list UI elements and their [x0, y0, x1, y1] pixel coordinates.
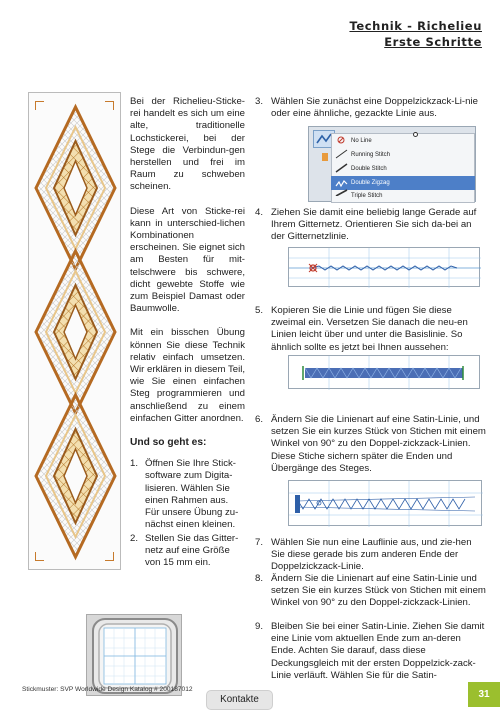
- triple-line-screenshot: [288, 355, 480, 389]
- footer-credit: Stickmuster: SVP Worldwide Design Katalog # 200187012: [22, 686, 193, 693]
- page-header: [349, 18, 482, 50]
- embroidery-hoop-image: [86, 614, 182, 696]
- list-item: 1. Öffnen Sie Ihre Stick-software zum Digita-lisieren. Wählen Sie einen Rahmen aus. Für unsere Übung zu-nächst einen kleinen.: [130, 458, 239, 531]
- intro-paragraph: Bei der Richelieu-Sticke-rei handelt es sich um eine alte, traditionelle Lochstickerei, bei der Stege die Verbindun-gen herstellen und frei im Raum zu schweben scheinen.: [130, 96, 245, 193]
- grid-triple-line: [289, 356, 481, 390]
- richelieu-design-image: [28, 92, 121, 570]
- step-9: 9. Bleiben Sie bei einer Satin-Linie. Ziehen Sie damit eine Linie vom aktuellen Ende zum an-deren Ende. Achten Sie darauf, dass diese Deckungsgleich mit der ersten Doppelzick-zack-Linie verläuft. Wählen Sie für die Satin-: [255, 621, 485, 681]
- step-5: 5. Kopieren Sie die Linie und fügen Sie diese zweimal ein. Versetzen Sie danach die neu-en Linien leicht über und unter die Basislinie. So ähnlich sollte es jetzt bei Ihnen aussehen:: [255, 305, 468, 353]
- list-item: 2. Stellen Sie das Gitter-netz auf eine Größe von 15 mm ein.: [130, 532, 239, 568]
- intro-paragraph: Diese Art von Sticke-rei kann in unterschied-lichen Kombinationen erscheinen. Sie eignet sich am Besten für mit-telschwere bis schwere, dicht gewebte Stoffe wie zum Beispiel Damast oder Baumwolle.: [130, 205, 245, 315]
- single-line-screenshot: [288, 247, 480, 287]
- page-number-badge: 31: [468, 682, 500, 707]
- intro-paragraph: Mit ein bisschen Übung können Sie diese Technik relativ einfach umsetzen. Wir erklären in diesem Teil, wie Sie einen einfachen Steg programmieren und anschließend zu einem einfachen Gitter anordnen.: [130, 327, 245, 424]
- orange-marker-icon: [322, 153, 328, 161]
- header-title: Technik - Richelieu: [349, 19, 482, 33]
- menu-item-double-zigzag[interactable]: Double Zigzag: [331, 176, 475, 190]
- menu-item-running-stitch[interactable]: Running Stitch: [351, 152, 391, 158]
- step-7: 7. Wählen Sie nun eine Lauflinie aus, und zie-hen Sie diese gerade bis zum anderen Ende der Doppelzickzack-Linie.: [255, 537, 472, 573]
- step-3: 3. Wählen Sie zunächst eine Doppelzickzack-Li-nie oder eine ähnliche, gezackte Linie aus.: [255, 96, 478, 120]
- intro-column: [130, 96, 245, 570]
- header-subtitle: Erste Schritte: [384, 35, 482, 49]
- step-4: 4. Ziehen Sie damit eine beliebig lange Gerade auf Ihrem Gitternetz. Orientieren Sie sich da-bei an der Gitternetzlinie.: [255, 207, 477, 243]
- menu-item-triple-stitch[interactable]: Triple Stitch: [351, 193, 383, 199]
- menu-item-double-stitch[interactable]: Double Stitch: [351, 166, 387, 172]
- step-6: 6. Ändern Sie die Linienart auf eine Satin-Linie, und setzen Sie ein kurzes Stück von Stichen mit einem Winkel von 90° zu den Doppel-zickzack-Linien. Diese Stiche sichern später die Enden und Übergänge des Steges.: [255, 414, 486, 474]
- satin-line-screenshot: [288, 480, 482, 526]
- stitch-type-icons: [334, 136, 352, 196]
- line-type-menu-screenshot: [308, 126, 476, 202]
- menu-item-no-line[interactable]: No Line: [351, 138, 372, 144]
- step-8: 8. Ändern Sie die Linienart auf eine Satin-Linie und setzen Sie ein kurzes Stück von Stichen mit einem Winkel von 90° zu den Doppel-zickzack-Linien.: [255, 573, 486, 609]
- section-heading: Und so geht es:: [130, 437, 207, 449]
- steps-list-left: [130, 458, 245, 569]
- badge-circle-icon: [413, 132, 418, 137]
- grid-single-line: [289, 248, 481, 288]
- diamond-lattice-pattern: [29, 93, 122, 571]
- contacts-button[interactable]: Kontakte: [206, 690, 273, 710]
- grid-satin-line: [289, 481, 483, 527]
- hoop-grid-icon: [87, 615, 183, 697]
